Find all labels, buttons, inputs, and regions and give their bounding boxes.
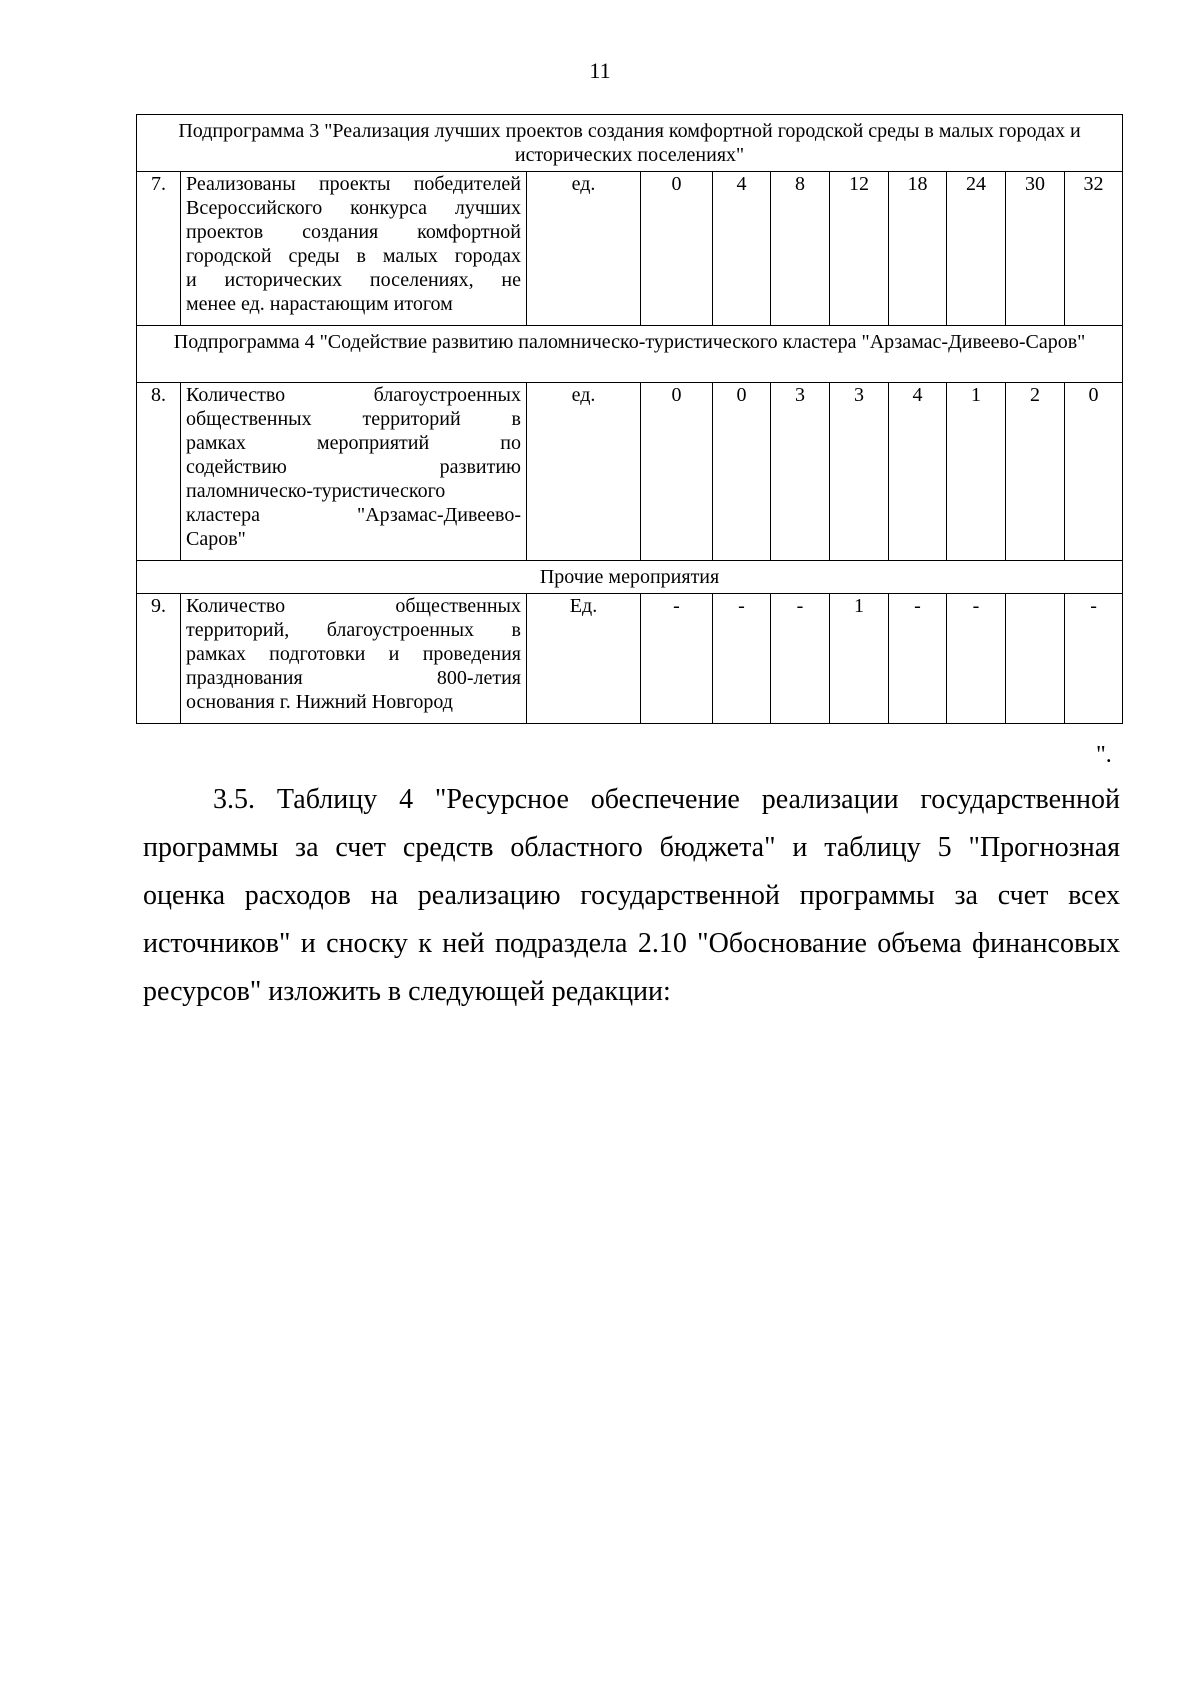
description-line: и исторических поселениях, не [186,269,521,291]
value-cell: 24 [947,172,1006,326]
table-row [137,594,1123,724]
value-cell: 8 [771,172,830,326]
section-title: Прочие мероприятия [137,561,1123,594]
value-cell: 18 [889,172,947,326]
section-title: Подпрограмма 3 "Реализация лучших проектов создания комфортной городской среды в малых городах и исторических поселениях" [137,115,1123,172]
value-cell: 0 [1065,383,1123,561]
description-line: Количество благоустроенных [186,384,521,406]
description-line: рамках подготовки и проведения [186,643,521,665]
description-line: Количество общественных [186,595,521,617]
description-line: Всероссийского конкурса лучших [186,197,521,219]
value-cell: - [771,594,830,724]
section-title: Подпрограмма 4 "Содействие развитию паломническо-туристического кластера "Арзамас-Дивеево-Саров" [137,326,1123,383]
value-cell: 4 [713,172,771,326]
unit-cell: ед. [527,383,641,561]
description-line: Саров" [186,528,246,550]
value-cell: 4 [889,383,947,561]
value-cell: - [889,594,947,724]
value-cell: - [713,594,771,724]
body-paragraph [143,776,1120,1016]
value-cell: 0 [713,383,771,561]
unit-cell: ед. [527,172,641,326]
description-line: содействию развитию [186,456,521,478]
value-cell: 3 [830,383,889,561]
row-description [181,594,527,724]
section-header-row [137,115,1123,172]
row-number: 8. [137,383,181,561]
row-number: 9. [137,594,181,724]
row-number: 7. [137,172,181,326]
unit-cell: Ед. [527,594,641,724]
table-row [137,383,1123,561]
description-line: паломническо-туристического [186,480,446,502]
page-number: 11 [589,58,611,83]
value-cell: 30 [1006,172,1065,326]
description-line: территорий, благоустроенных в [186,619,521,641]
description-line: кластера "Арзамас-Дивеево- [186,504,521,526]
description-line: Реализованы проекты победителей [186,173,521,195]
description-line: менее ед. нарастающим итогом [186,293,453,315]
value-cell: 0 [641,172,713,326]
description-line: основания г. Нижний Новгород [186,691,453,713]
value-cell: 3 [771,383,830,561]
indicators-table [136,114,1123,724]
description-line: празднования 800-летия [186,667,521,689]
value-cell: - [1065,594,1123,724]
value-cell: 32 [1065,172,1123,326]
row-description [181,383,527,561]
description-line: общественных территорий в [186,408,521,430]
value-cell: - [947,594,1006,724]
value-cell: - [641,594,713,724]
table-row [137,172,1123,326]
value-cell: 12 [830,172,889,326]
value-cell [1006,594,1065,724]
value-cell: 1 [947,383,1006,561]
row-description [181,172,527,326]
paragraph-text: 3.5. Таблицу 4 "Ресурсное обеспечение реализации государственной программы за счет средств областного бюджета" и таблицу 5 "Прогнозная оценка расходов на реализацию государственной программы за счет всех источников" и сноску к ней подраздела 2.10 "Обоснование объема финансовых ресурсов" изложить в следующей редакции: [143,784,1120,1007]
description-line: проектов создания комфортной [186,221,521,243]
section-header-row [137,326,1123,383]
description-line: рамках мероприятий по [186,432,521,454]
closing-quote: ". [1096,742,1112,768]
value-cell: 2 [1006,383,1065,561]
section-header-row [137,561,1123,594]
value-cell: 0 [641,383,713,561]
value-cell: 1 [830,594,889,724]
description-line: городской среды в малых городах [186,245,521,267]
